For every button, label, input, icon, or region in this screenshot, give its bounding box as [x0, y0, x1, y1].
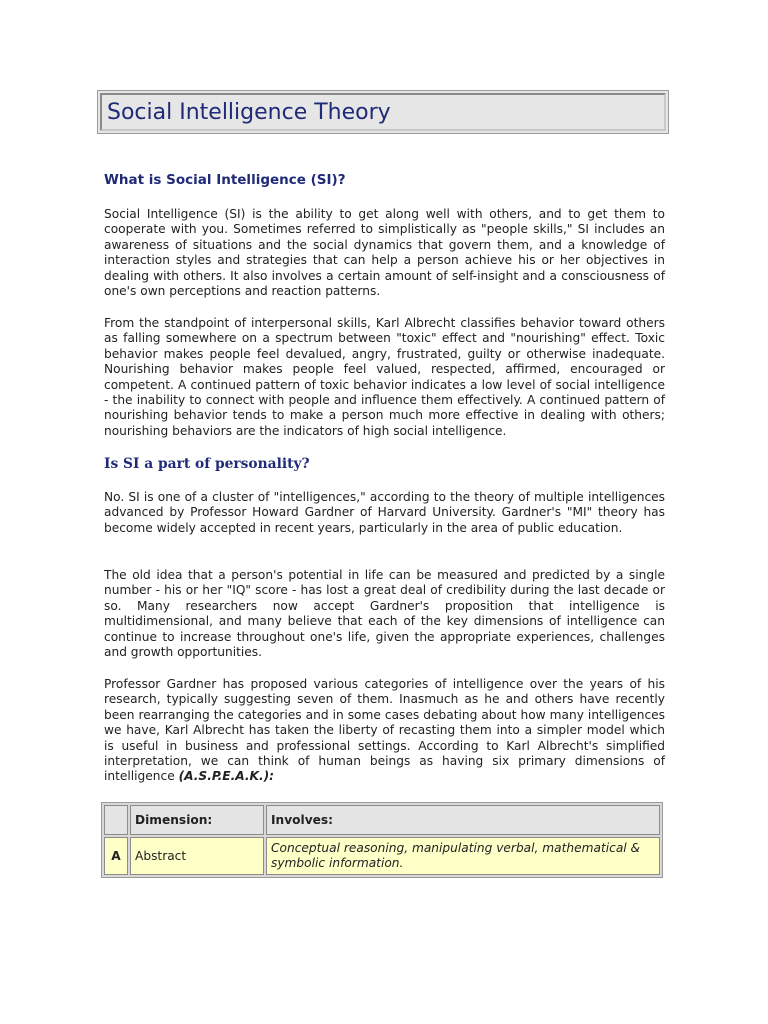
header-involves: Involves:	[266, 805, 660, 835]
title-box	[97, 90, 669, 134]
aspeak-acronym: (A.S.P.E.A.K.):	[178, 769, 275, 784]
aspeak-intro-text: Professor Gardner has proposed various categories of intelligence over the years of his research, typically suggesting seven of them. Inasmuch as he and others have recently been rearranging the categories and in some cases debating about how many intelligences we have, Karl Albrecht has taken the liberty of recasting them into a simpler model which is useful in business and professional settings. According to Karl Albrecht's simplified interpretation, we can think of human beings as having six primary dimensions of intelligence	[104, 677, 665, 784]
paragraph-si-definition: Social Intelligence (SI) is the ability to get along well with others, and to get them to cooperate with you. Sometimes referred to simplistically as "people skills," SI includes an awareness of situations and the social dynamics that govern them, and a knowledge of interaction styles and strategies that can help a person achieve his or her objectives in dealing with others. It also involves a certain amount of self-insight and a consciousness of one's own perceptions and reaction patterns.	[104, 207, 665, 299]
paragraph-multiple-intelligences: No. SI is one of a cluster of "intelligences," according to the theory of multiple intelligences advanced by Professor Howard Gardner of Harvard University. Gardner's "MI" theory has become widely accepted in recent years, particularly in the area of public education.	[104, 490, 665, 535]
row-involves: Conceptual reasoning, manipulating verbal, mathematical & symbolic information.	[266, 837, 660, 875]
paragraph-aspeak-intro	[104, 677, 665, 785]
heading-si-personality: Is SI a part of personality?	[104, 456, 310, 472]
header-blank-cell	[104, 805, 128, 835]
table-row	[104, 837, 660, 875]
row-dimension: Abstract	[130, 837, 264, 875]
table-header-row	[104, 805, 660, 835]
heading-what-is-si: What is Social Intelligence (SI)?	[104, 172, 346, 188]
row-letter: A	[104, 837, 128, 875]
page-title: Social Intelligence Theory	[100, 93, 666, 131]
dimensions-table	[101, 802, 663, 878]
header-dimension: Dimension:	[130, 805, 264, 835]
paragraph-toxic-nourishing: From the standpoint of interpersonal skills, Karl Albrecht classifies behavior toward others as falling somewhere on a spectrum between "toxic" effect and "nourishing" effect. Toxic behavior makes people feel devalued, angry, frustrated, guilty or otherwise inadequate. Nourishing behavior makes people feel valued, respected, affirmed, encouraged or competent. A continued pattern of toxic behavior indicates a low level of social intelligence - the inability to connect with people and influence them effectively. A continued pattern of nourishing behavior tends to make a person much more effective in dealing with others; nourishing behaviors are the indicators of high social intelligence.	[104, 316, 665, 438]
paragraph-iq-score: The old idea that a person's potential in life can be measured and predicted by a single number - his or her "IQ" score - has lost a great deal of credibility during the last decade or so. Many researchers now accept Gardner's proposition that intelligence is multidimensional, and many believe that each of the key dimensions of intelligence can continue to increase throughout one's life, given the appropriate experiences, challenges and growth opportunities.	[104, 568, 665, 660]
